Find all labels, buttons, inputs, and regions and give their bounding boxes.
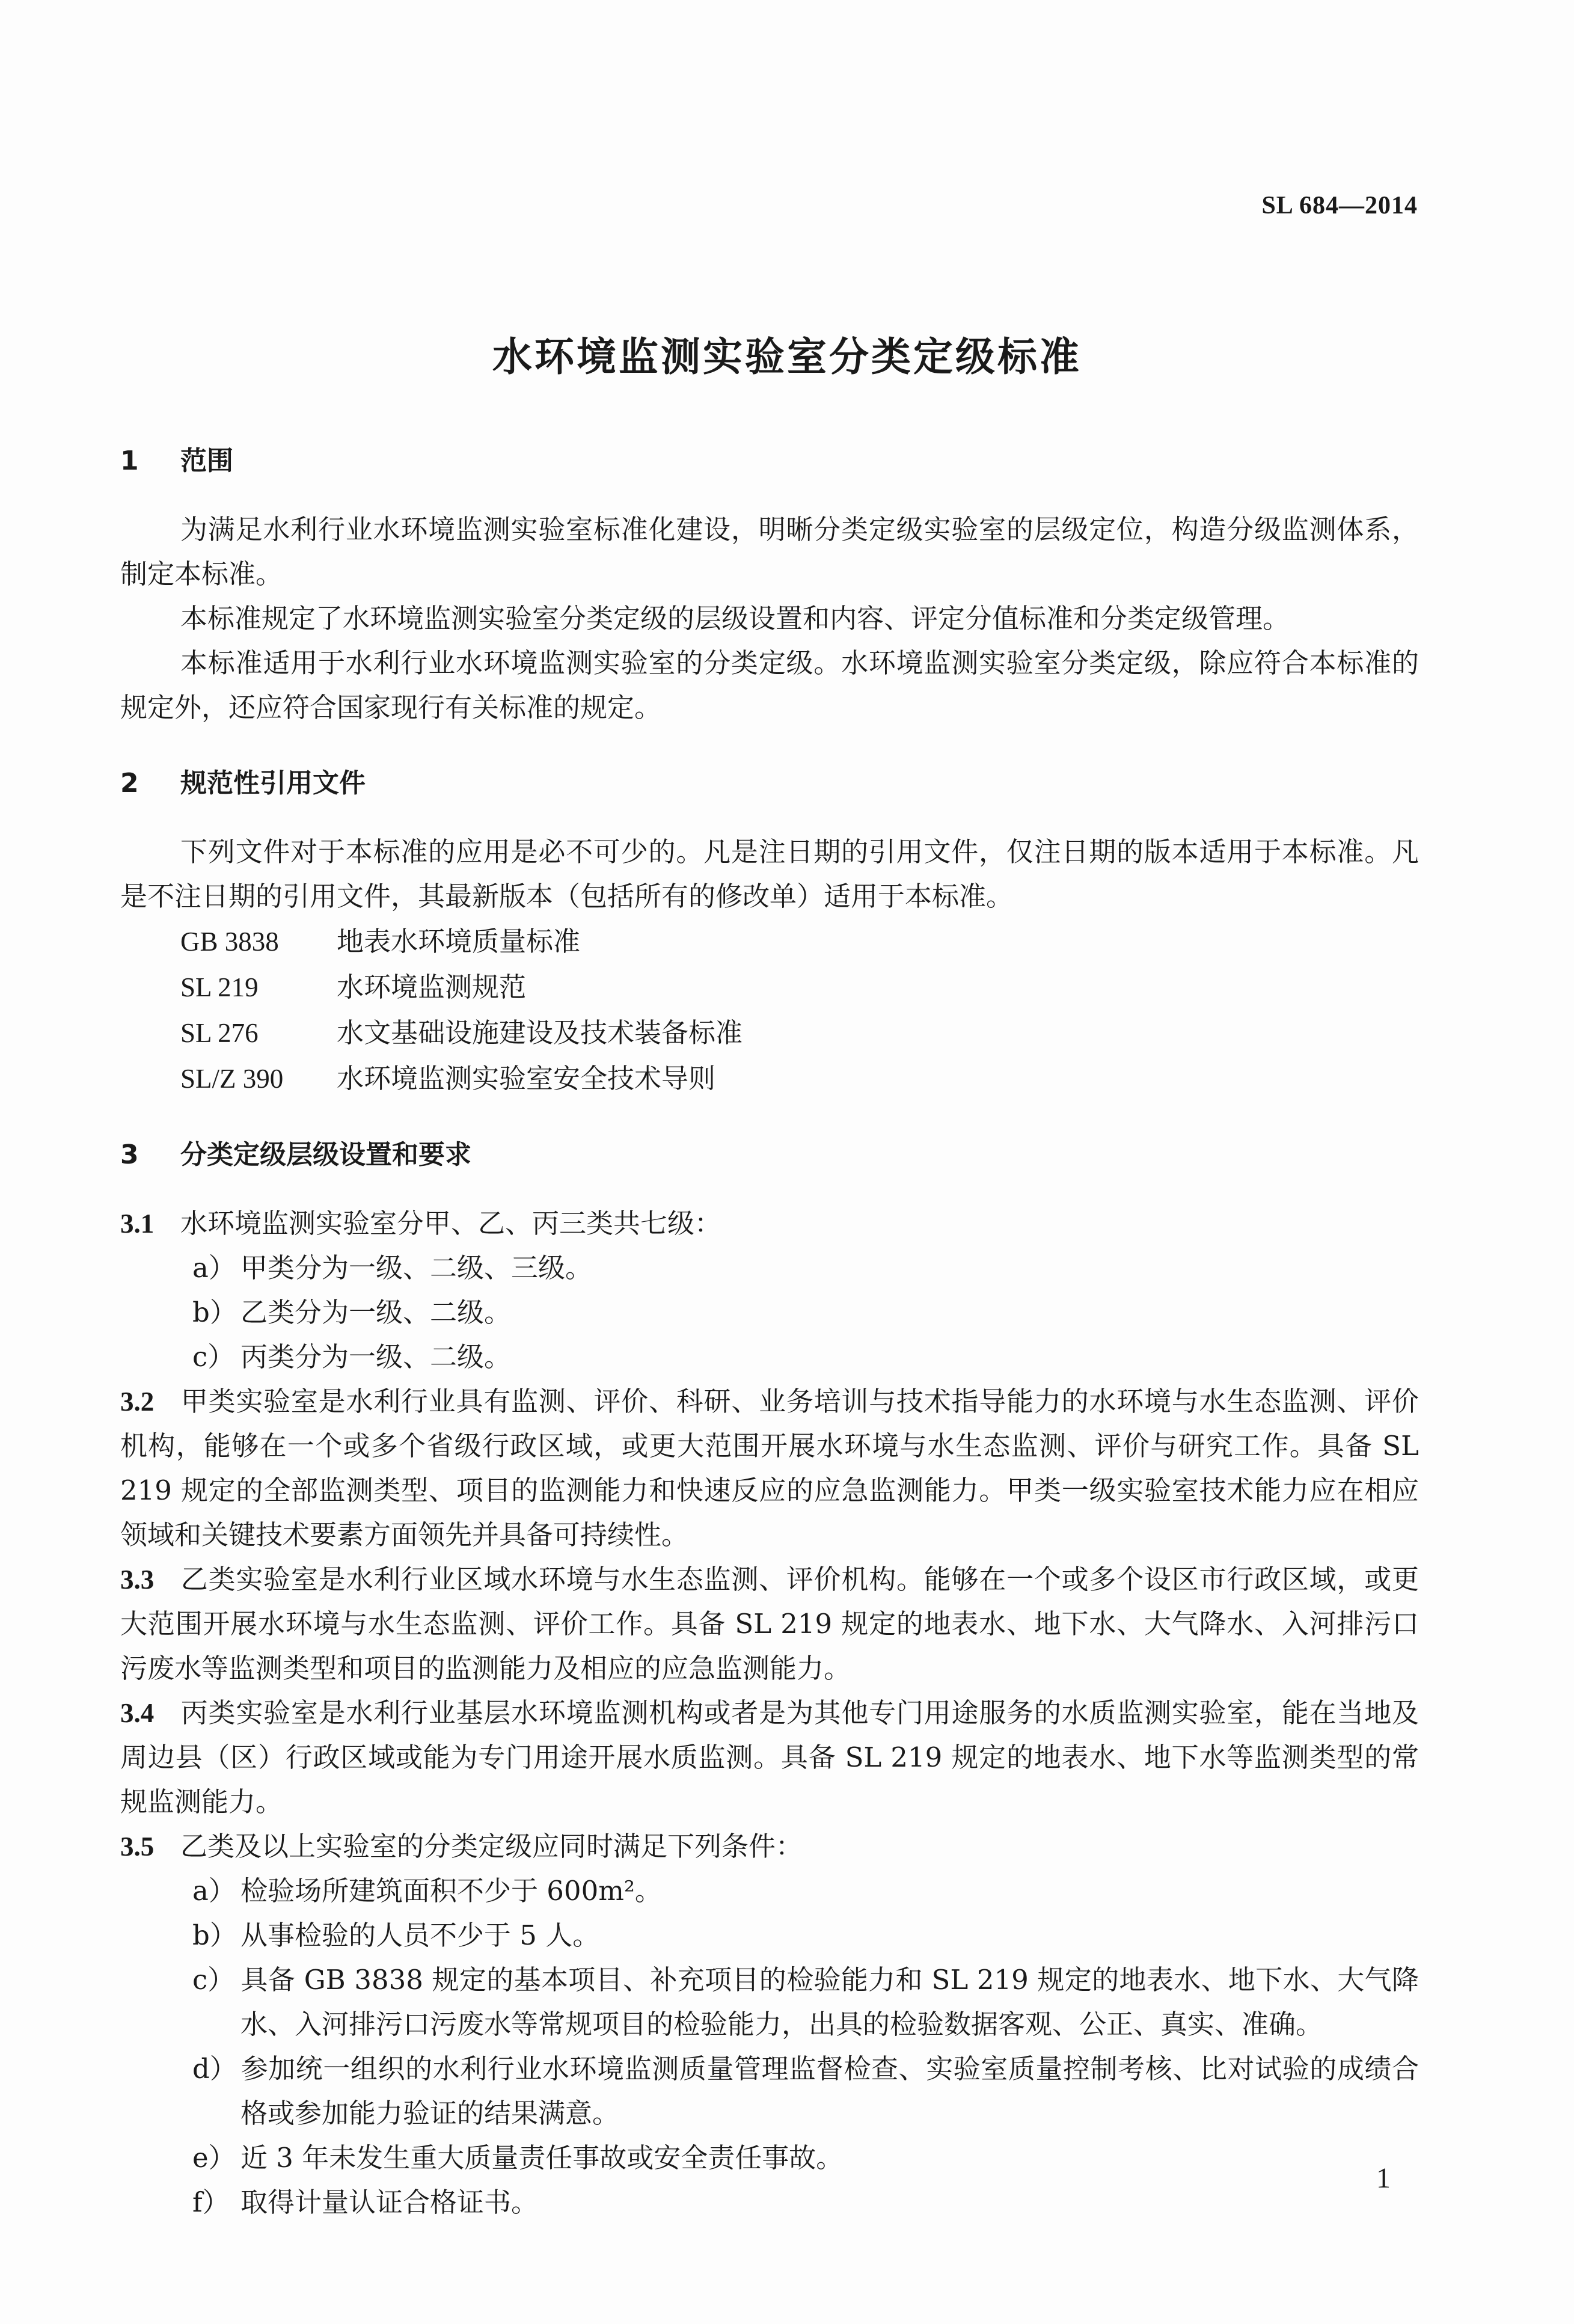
list-marker: c）: [192, 1964, 235, 1996]
clause-3-1: [120, 1201, 1419, 1246]
section-title: 分类定级层级设置和要求: [180, 1139, 471, 1170]
clause-text: 乙类及以上实验室的分类定级应同时满足下列条件：: [180, 1830, 803, 1862]
clause-number: 3.2: [120, 1387, 155, 1417]
reference-item: [120, 919, 1419, 964]
list-item: [120, 1246, 1419, 1290]
document-title: 水环境监测实验室分类定级标准: [492, 334, 1082, 380]
reference-code: SL 276: [180, 1018, 259, 1048]
clause-3-4: [120, 1691, 1419, 1824]
clause-3-3: [120, 1557, 1419, 1691]
list-text: 近 3 年未发生重大质量责任事故或安全责任事故。: [240, 2142, 844, 2174]
list-text: 参加统一组织的水利行业水环境监测质量管理监督检查、实验室质量控制考核、比对试验的成绩合格或参加能力验证的结果满意。: [240, 2053, 1419, 2129]
clause-number: 3.5: [120, 1832, 155, 1862]
clause-text: 甲类实验室是水利行业具有监测、评价、科研、业务培训与技术指导能力的水环境与水生态监测、评价机构，能够在一个或多个省级行政区域，或更大范围开展水环境与水生态监测、评价与研究工作。具备 SL 219 规定的全部监测类型、项目的监测能力和快速反应的应急监测能力。甲类一级实验室技术能力应在相应领域和关键技术要素方面领先并具备可持续性。: [120, 1385, 1419, 1551]
reference-code: GB 3838: [180, 927, 279, 957]
paragraph: 下列文件对于本标准的应用是必不可少的。凡是注日期的引用文件，仅注日期的版本适用于本标准。凡是不注日期的引用文件，其最新版本（包括所有的修改单）适用于本标准。: [120, 836, 1419, 912]
list-marker: b）: [192, 1919, 237, 1951]
list-marker: d）: [192, 2053, 237, 2085]
list-marker: e）: [192, 2142, 236, 2174]
section-number: 3: [120, 1139, 139, 1170]
standard-code: SL 684—2014: [1261, 192, 1418, 219]
list-text: 从事检验的人员不少于 5 人。: [240, 1919, 600, 1951]
list-item: [120, 2047, 1419, 2136]
list-text: 丙类分为一级、二级。: [240, 1341, 512, 1373]
list-marker: f）: [192, 2186, 230, 2218]
clause-number: 3.1: [120, 1209, 155, 1239]
reference-item: [120, 1010, 1419, 1056]
list-text: 取得计量认证合格证书。: [240, 2186, 539, 2218]
list-item: [120, 1958, 1419, 2047]
list-item: [120, 2136, 1419, 2180]
reference-code: SL 219: [180, 972, 259, 1002]
paragraph: 本标准规定了水环境监测实验室分类定级的层级设置和内容、评定分值标准和分类定级管理。: [180, 602, 1290, 634]
reference-code: SL/Z 390: [180, 1064, 284, 1094]
list-item: [120, 2180, 1419, 2225]
list-item: [120, 1335, 1419, 1379]
reference-name: 地表水环境质量标准: [337, 925, 581, 957]
reference-item: [120, 964, 1419, 1010]
page-number: 1: [1376, 2162, 1391, 2194]
list-item: [120, 1913, 1419, 1958]
list-marker: a）: [192, 1252, 236, 1284]
clause-number: 3.3: [120, 1565, 155, 1595]
reference-item: [120, 1056, 1419, 1102]
clause-text: 丙类实验室是水利行业基层水环境监测机构或者是为其他专门用途服务的水质监测实验室，能在当地及周边县（区）行政区域或能为专门用途开展水质监测。具备 SL 219 规定的地表水、地下水等监测类型的常规监测能力。: [120, 1697, 1419, 1818]
section-title: 范围: [180, 446, 233, 476]
reference-name: 水文基础设施建设及技术装备标准: [337, 1017, 743, 1049]
section-number: 1: [120, 446, 139, 476]
document-body: [120, 421, 1419, 2225]
list-text: 甲类分为一级、二级、三级。: [240, 1252, 593, 1284]
list-marker: b）: [192, 1296, 237, 1328]
list-item: [120, 1869, 1419, 1913]
section-number: 2: [120, 768, 139, 799]
reference-name: 水环境监测实验室安全技术导则: [337, 1062, 716, 1094]
list-marker: a）: [192, 1875, 236, 1907]
list-item: [120, 1290, 1419, 1335]
clause-text: 乙类实验室是水利行业区域水环境与水生态监测、评价机构。能够在一个或多个设区市行政区域，或更大范围开展水环境与水生态监测、评价工作。具备 SL 219 规定的地表水、地下水、大气降水、入河排污口污废水等监测类型和项目的监测能力及相应的应急监测能力。: [120, 1563, 1419, 1684]
clause-number: 3.4: [120, 1698, 155, 1728]
section-3-heading: [120, 1133, 1419, 1177]
clause-3-5: [120, 1824, 1419, 1869]
paragraph: 本标准适用于水利行业水环境监测实验室的分类定级。水环境监测实验室分类定级，除应符合本标准的规定外，还应符合国家现行有关标准的规定。: [120, 647, 1419, 723]
list-text: 检验场所建筑面积不少于 600m²。: [240, 1875, 662, 1907]
reference-name: 水环境监测规范: [337, 971, 527, 1003]
section-1-heading: [120, 439, 1419, 483]
clause-text: 水环境监测实验室分甲、乙、丙三类共七级：: [180, 1207, 722, 1239]
clause-3-2: [120, 1379, 1419, 1557]
section-title: 规范性引用文件: [180, 768, 366, 799]
paragraph: 为满足水利行业水环境监测实验室标准化建设，明晰分类定级实验室的层级定位，构造分级监测体系，制定本标准。: [120, 514, 1419, 590]
list-marker: c）: [192, 1341, 235, 1373]
list-text: 具备 GB 3838 规定的基本项目、补充项目的检验能力和 SL 219 规定的地表水、地下水、大气降水、入河排污口污废水等常规项目的检验能力，出具的检验数据客观、公正、真实、准确。: [240, 1964, 1419, 2040]
section-2-heading: [120, 761, 1419, 806]
list-text: 乙类分为一级、二级。: [240, 1296, 512, 1328]
